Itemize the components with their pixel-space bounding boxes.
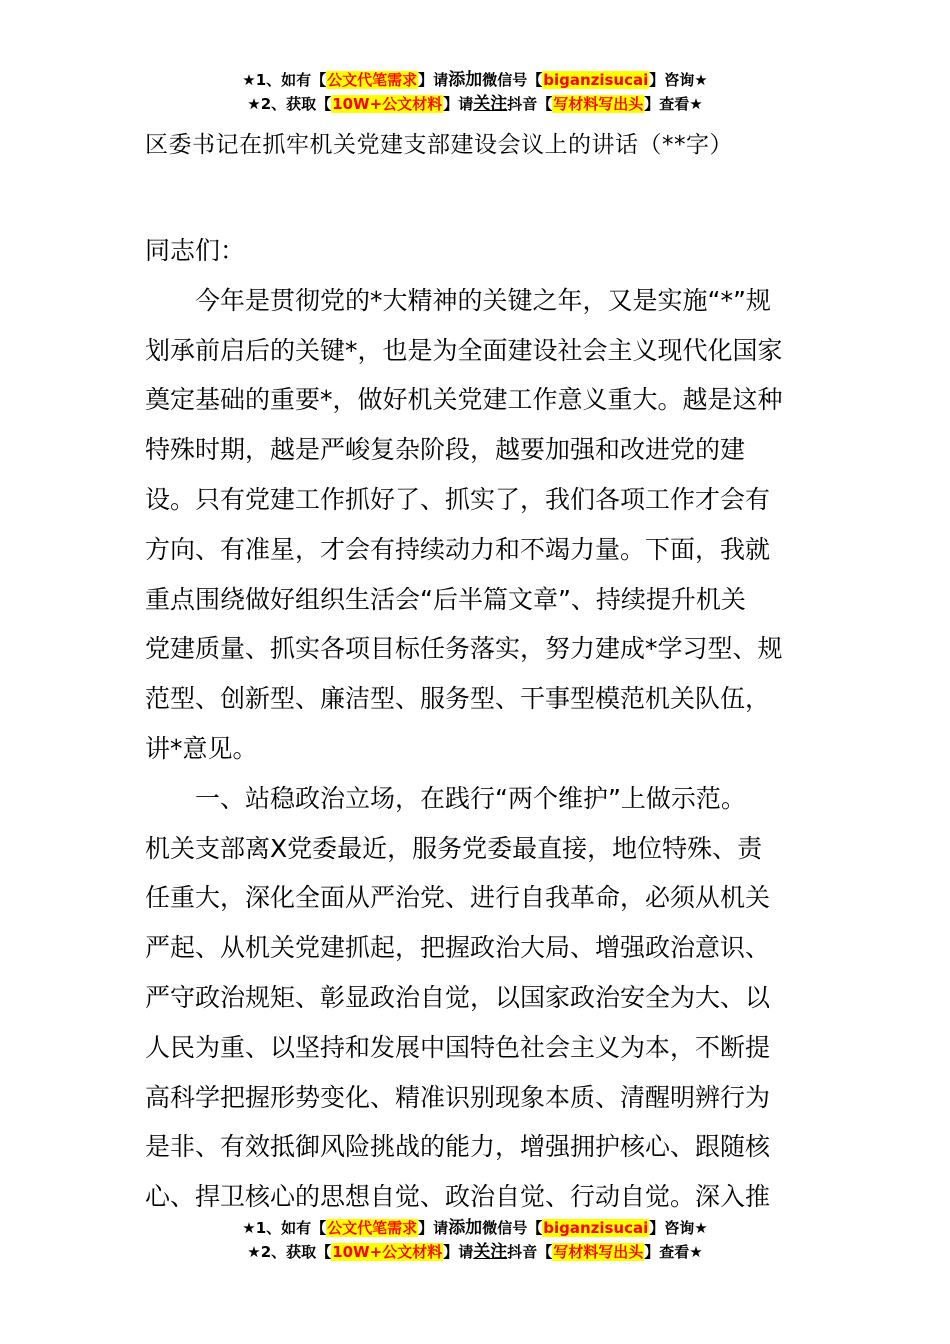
paragraph-line: 奠定基础的重要*，做好机关党建工作意义重大。越是这种 (145, 385, 783, 415)
paragraph-line: 党建质量、抓实各项目标任务落实，努力建成*学习型、规 (145, 634, 783, 664)
paragraph-line: 范型、创新型、廉洁型、服务型、干事型模范机关队伍， (145, 684, 771, 714)
highlight-service: 公文代笔需求 (327, 71, 418, 89)
highlight-douyin-account: 写材料写出头 (553, 1243, 644, 1261)
paragraph-line: 讲*意见。 (145, 733, 258, 763)
highlight-materials: 10W+公文材料 (332, 1243, 443, 1261)
paragraph-line: 方向、有准星，才会有持续动力和不竭力量。下面，我就 (145, 534, 771, 564)
header-banner (0, 68, 950, 116)
paragraph-line: 重点围绕做好组织生活会“后半篇文章”、持续提升机关 (145, 584, 746, 614)
paragraph-line: 严守政治规矩、彰显政治自觉，以国家政治安全为大、以 (145, 982, 771, 1012)
salutation: 同志们： (145, 236, 246, 265)
paragraph-line: 机关支部离X党委最近，服务党委最直接，地位特殊、责 (145, 833, 763, 863)
banner-line-2: ★2、获取【10W+公文材料】请关注抖音【写材料写出头】查看★ (247, 1242, 703, 1262)
document-title: 区委书记在抓牢机关党建支部建设会议上的讲话（**字） (145, 132, 733, 158)
paragraph-line: 设。只有党建工作抓好了、抓实了，我们各项工作才会有 (145, 484, 771, 514)
paragraph-line: 划承前启后的关键*，也是为全面建设社会主义现代化国家 (145, 335, 783, 365)
paragraph-line: 严起、从机关党建抓起，把握政治大局、增强政治意识、 (145, 933, 771, 963)
banner-line-1: ★1、如有【公文代笔需求】请添加微信号【biganzisucai】咨询★ (242, 1218, 708, 1238)
highlight-wechat-id: biganzisucai (543, 1219, 649, 1237)
paragraph-line: 特殊时期，越是严峻复杂阶段，越要加强和改进党的建 (145, 435, 746, 465)
document-body (145, 226, 807, 1222)
banner-line-1: ★1、如有【公文代笔需求】请添加微信号【biganzisucai】咨询★ (242, 70, 708, 90)
paragraph-line: 高科学把握形势变化、精准识别现象本质、清醒明辨行为 (145, 1082, 771, 1112)
highlight-materials: 10W+公文材料 (332, 95, 443, 113)
section-heading: 一、站稳政治立场，在践行“两个维护”上做示范。 (195, 783, 746, 813)
highlight-douyin-account: 写材料写出头 (553, 95, 644, 113)
highlight-service: 公文代笔需求 (327, 1219, 418, 1237)
highlight-wechat-id: biganzisucai (543, 71, 649, 89)
footer-banner (0, 1216, 950, 1264)
paragraph-line: 心、捍卫核心的思想自觉、政治自觉、行动自觉。深入推 (145, 1182, 771, 1212)
paragraph-line: 今年是贯彻党的*大精神的关键之年，又是实施“*”规 (195, 285, 771, 315)
paragraph-line: 是非、有效抵御风险挑战的能力，增强拥护核心、跟随核 (145, 1132, 771, 1162)
paragraph-line: 任重大，深化全面从严治党、进行自我革命，必须从机关 (145, 883, 771, 913)
banner-line-2: ★2、获取【10W+公文材料】请关注抖音【写材料写出头】查看★ (247, 94, 703, 114)
paragraph-line: 人民为重、以坚持和发展中国特色社会主义为本，不断提 (145, 1032, 771, 1062)
